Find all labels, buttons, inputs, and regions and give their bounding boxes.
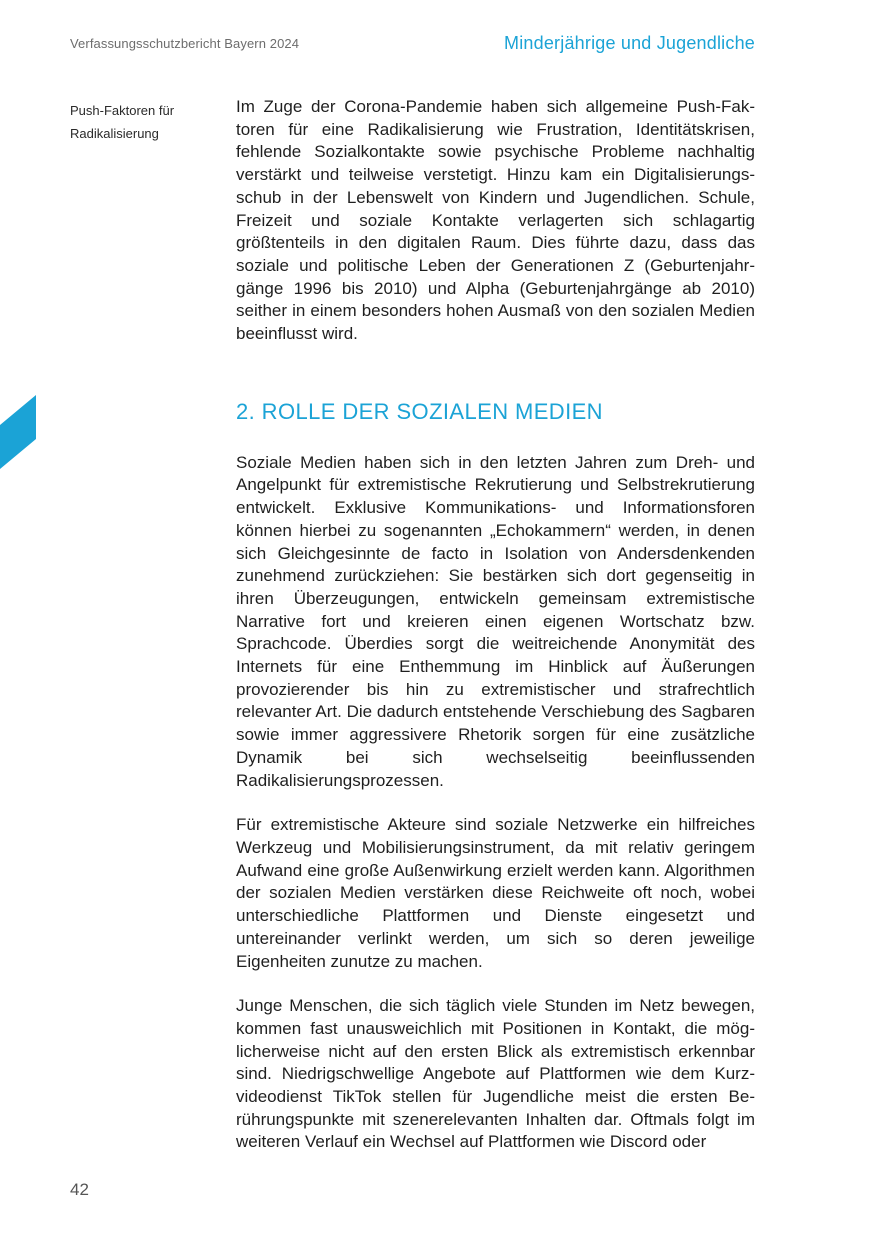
margin-note: [70, 99, 220, 145]
margin-note-line-1: Push-Faktoren für: [70, 103, 175, 118]
page-number: 42: [70, 1180, 89, 1199]
main-text-column: [236, 96, 755, 1154]
chapter-accent-tab: [0, 395, 36, 469]
margin-note-line-2: Radikalisierung: [70, 126, 159, 141]
running-header-report-title: Verfassungsschutzbericht Bayern 2024: [70, 36, 300, 51]
section-heading: 2. ROLLE DER SOZIALEN MEDIEN: [236, 398, 603, 424]
chapter-accent-shape: [0, 395, 36, 469]
body-paragraph-1: Soziale Medien haben sich in den letzten Jahren zum Dreh- und Angelpunkt für extremistische Rekrutierung und Selbstrekrutierung entwickelt. Exklusive Kommunikations- und Informationsforen können hierbei zu sogenannten „Echokammern“ werden, in denen sich Gleichgesinnte de facto in Isolation von Andersdenkenden zunehmend zurückziehen: Sie bestärken sich dort gegenseitig in ihren Überzeugungen, entwickeln gemeinsam extremistische Narrative fort und kreieren einen eigenen Wortschatz bzw. Sprachcode. Überdies sorgt die weitreichende Anonymität des Internets für eine Enthemmung im Hinblick auf Äußerungen provozierender bis hin zu extremistischer und strafrechtlich relevanter Art. Die dadurch entstehende Verschiebung des Sagbaren sowie immer aggressivere Rhetorik sorgen für eine zusätzliche Dynamik bei sich wechselseitig beeinflussenden Radikalisierungsprozessen.: [236, 452, 755, 790]
body-paragraph-3: Junge Menschen, die sich täglich viele Stunden im Netz bewegen, kommen fast unausweichlich mit Positionen in Kontakt, die möglicherweise nicht auf den ersten Blick als extremistisch erkennbar sind. Niedrigschwellige Angebote auf Plattformen wie dem Kurzvideodienst TikTok stellen für Jugendliche meist die ersten Berührungspunkte mit szenerelevanten Inhalten dar. Oftmals folgt im weiteren Verlauf ein Wechsel auf Plattformen wie Discord oder: [236, 996, 755, 1152]
body-paragraph-2: Für extremistische Akteure sind soziale Netzwerke ein hilfreiches Werkzeug und Mobilisierungsinstrument, da mit relativ geringem Aufwand eine große Außenwirkung erzielt werden kann. Algorithmen der sozialen Medien verstärken diese Reichweite oft noch, wobei unterschiedliche Plattformen und Dienste eingesetzt und untereinander verlinkt werden, um sich so deren jeweilige Eigenheiten zunutze zu machen.: [236, 815, 755, 971]
intro-paragraph: Im Zuge der Corona-Pandemie haben sich allgemeine Push-Faktoren für eine Radikalisierung wie Frustration, Identitätskrisen, fehlende Sozialkontakte sowie psychische Probleme nachhaltig verstärkt und teilweise verstetigt. Hinzu kam ein Digitalisierungsschub in der Lebenswelt von Kindern und Jugendlichen. Schule, Freizeit und soziale Kontakte verlagerten sich schlagartig größtenteils in den digitalen Raum. Dies führte dazu, dass das soziale und politische Leben der Generationen Z (Geburtenjahrgänge 1996 bis 2010) und Alpha (Geburtenjahrgänge ab 2010) seither in einem besonders hohen Ausmaß von den sozialen Medien beeinflusst wird.: [236, 97, 755, 344]
running-header-chapter-title: Minderjährige und Jugendliche: [504, 33, 755, 53]
